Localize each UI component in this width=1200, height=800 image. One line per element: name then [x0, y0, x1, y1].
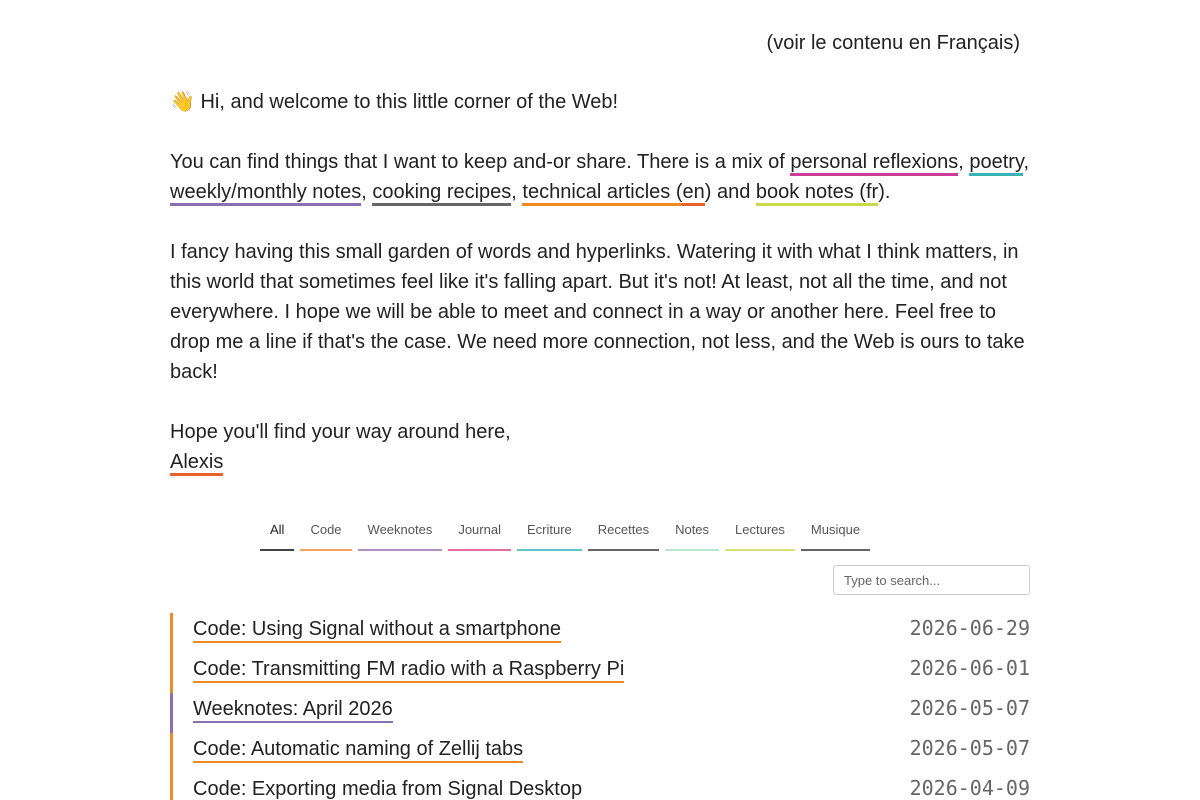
weekly-notes-link[interactable]: weekly/monthly notes: [170, 181, 361, 206]
post-title-link[interactable]: Code: Automatic naming of Zellij tabs: [193, 737, 523, 763]
greeting-text: Hi, and welcome to this little corner of the Web!: [200, 91, 619, 113]
post-date: 2026-04-09: [909, 776, 1030, 800]
book-notes-fr-link[interactable]: fr: [866, 181, 878, 206]
tab-journal[interactable]: Journal: [448, 516, 511, 551]
post-date: 2026-06-01: [909, 656, 1030, 680]
post-title-link[interactable]: Code: Using Signal without a smartphone: [193, 617, 561, 643]
wave-icon: 👋: [170, 91, 195, 113]
separator: ,: [1023, 151, 1030, 173]
tab-all[interactable]: All: [260, 516, 294, 551]
cooking-recipes-link[interactable]: cooking recipes: [372, 181, 511, 206]
language-switch-link[interactable]: (voir le contenu en Français): [766, 32, 1020, 54]
post-title-link[interactable]: Code: Exporting media from Signal Desktop: [193, 777, 582, 800]
tab-musique[interactable]: Musique: [801, 516, 870, 551]
intro-text: You can find things that I want to keep and-or share. There is a mix of: [170, 151, 791, 173]
and-text: and: [711, 181, 756, 203]
category-tabs: [260, 516, 876, 551]
signature-link[interactable]: Alexis: [170, 451, 223, 476]
intro-paragraph: [170, 147, 1040, 207]
separator: ,: [958, 151, 970, 173]
tab-ecriture[interactable]: Ecriture: [517, 516, 582, 551]
post-date: 2026-05-07: [909, 696, 1030, 720]
tab-lectures[interactable]: Lectures: [725, 516, 795, 551]
tab-recettes[interactable]: Recettes: [588, 516, 659, 551]
garden-paragraph: I fancy having this small garden of words and hyperlinks. Watering it with what I think matters, in this world that sometimes feel like it's falling apart. But it's not! At least, not all the time, and not everywhere. I hope we will be able to meet and connect in a way or another here. Feel free to drop me a line if that's the case. We need more connection, not less, and the Web is ours to take back!: [170, 241, 1025, 383]
list-item: [170, 613, 1030, 653]
personal-reflexions-link[interactable]: personal reflexions: [790, 151, 958, 176]
separator: ,: [361, 181, 373, 203]
paren-close: ): [704, 181, 712, 203]
post-title-link[interactable]: Code: Transmitting FM radio with a Raspberry Pi: [193, 657, 624, 683]
technical-articles-en-link[interactable]: en: [682, 181, 704, 206]
post-date: 2026-05-07: [909, 736, 1030, 760]
book-notes-link[interactable]: book notes (: [756, 181, 866, 206]
list-item: [170, 693, 1030, 733]
technical-articles-link[interactable]: technical articles (: [522, 181, 682, 206]
list-item: [170, 773, 1030, 800]
tab-weeknotes[interactable]: Weeknotes: [358, 516, 443, 551]
greeting-paragraph: [170, 87, 618, 117]
tab-code[interactable]: Code: [300, 516, 351, 551]
post-list: [170, 613, 1030, 800]
poetry-link[interactable]: poetry: [969, 151, 1023, 176]
post-date: 2026-06-29: [909, 616, 1030, 640]
search-input[interactable]: [833, 565, 1030, 595]
closing-paragraph: [170, 417, 511, 477]
closing-text: Hope you'll find your way around here,: [170, 421, 511, 443]
separator: ,: [511, 181, 523, 203]
post-title-link[interactable]: Weeknotes: April 2026: [193, 697, 393, 723]
tab-notes[interactable]: Notes: [665, 516, 719, 551]
list-item: [170, 733, 1030, 773]
paren-close: ).: [878, 181, 891, 203]
list-item: [170, 653, 1030, 693]
